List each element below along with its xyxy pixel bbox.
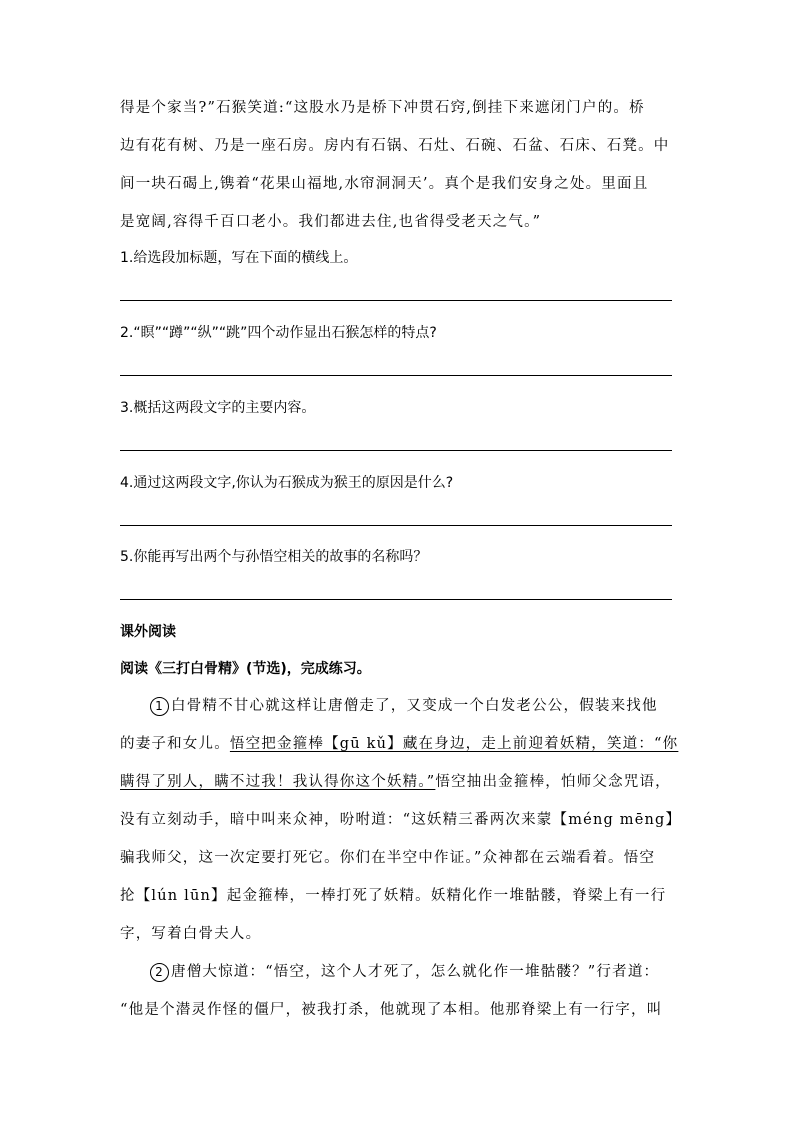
paragraph-number-2: 2 bbox=[150, 963, 169, 982]
question-4: 4.通过这两段文字,你认为石猴成为猴王的原因是什么? bbox=[120, 475, 454, 491]
passage-line: 是宽阔,容得千百口老小。我们都进去住,也省得受老天之气。” bbox=[120, 214, 542, 230]
paragraph-number-1: 1 bbox=[150, 697, 169, 716]
answer-line-4[interactable] bbox=[120, 525, 672, 526]
answer-line-5[interactable] bbox=[120, 599, 672, 600]
question-3: 3.概括这两段文字的主要内容。 bbox=[120, 400, 316, 416]
answer-line-1[interactable] bbox=[120, 300, 672, 301]
passage-line: 间一块石碣上,镌着“花果山福地,水帘洞洞天’。真个是我们安身之处。里面且 bbox=[120, 176, 649, 192]
underlined-text: 悟空把金箍棒【gū kǔ】藏在身边，走上前迎着妖精，笑道：“你 bbox=[229, 736, 679, 752]
question-1: 1.给选段加标题，写在下面的横线上。 bbox=[120, 250, 358, 266]
para1-line6: 抡【lún lūn】起金箍棒，一棒打死了妖精。妖精化作一堆骷髅，脊梁上有一行 bbox=[120, 888, 667, 904]
section-instruction: 阅读《三打白骨精》(节选)，完成练习。 bbox=[120, 661, 371, 677]
answer-line-2[interactable] bbox=[120, 375, 672, 376]
para2-line2: “他是个潜灵作怪的僵尸，被我打杀，他就现了本相。他那脊梁上有一行字，叫 bbox=[120, 1002, 663, 1018]
passage-line: 边有花有树、乃是一座石房。房内有石锅、石灶、石碗、石盆、石床、石凳。中 bbox=[120, 138, 670, 154]
answer-line-3[interactable] bbox=[120, 450, 672, 451]
para1-line3: 瞒得了别人，瞒不过我！我认得你这个妖精。”悟空抽出金箍棒，怕师父念咒语， bbox=[120, 774, 671, 790]
question-2: 2.“瞑”“蹲”“纵”“跳”四个动作显出石猴怎样的特点? bbox=[120, 325, 437, 341]
para1-line1: 1 白骨精不甘心就这样让唐僧走了，又变成一个白发老公公，假装来找他 bbox=[150, 694, 658, 716]
para1-line2: 的妻子和女儿。悟空把金箍棒【gū kǔ】藏在身边，走上前迎着妖精，笑道：“你 bbox=[120, 736, 679, 752]
passage-line: 得是个家当?”石猴笑道:“这股水乃是桥下冲贯石窍,倒挂下来遮闭门户的。桥 bbox=[120, 100, 645, 116]
section-title: 课外阅读 bbox=[120, 624, 176, 640]
para2-line1: 2 唐僧大惊道：“悟空，这个人才死了，怎么就化作一堆骷髅？”行者道： bbox=[150, 960, 659, 982]
para1-line5: 骗我师父，这一次定要打死它。你们在半空中作证。”众神都在云端看着。悟空 bbox=[120, 850, 656, 866]
question-5: 5.你能再写出两个与孙悟空相关的故事的名称吗？ bbox=[120, 549, 428, 565]
para1-line4: 没有立刻动手，暗中叫来众神，吩咐道：“这妖精三番两次来蒙【méng mēng】 bbox=[120, 812, 682, 828]
para1-line7: 字，写着白骨夫人。 bbox=[120, 926, 262, 942]
underlined-text: 瞒得了别人，瞒不过我！我认得你这个妖精。” bbox=[120, 774, 436, 790]
